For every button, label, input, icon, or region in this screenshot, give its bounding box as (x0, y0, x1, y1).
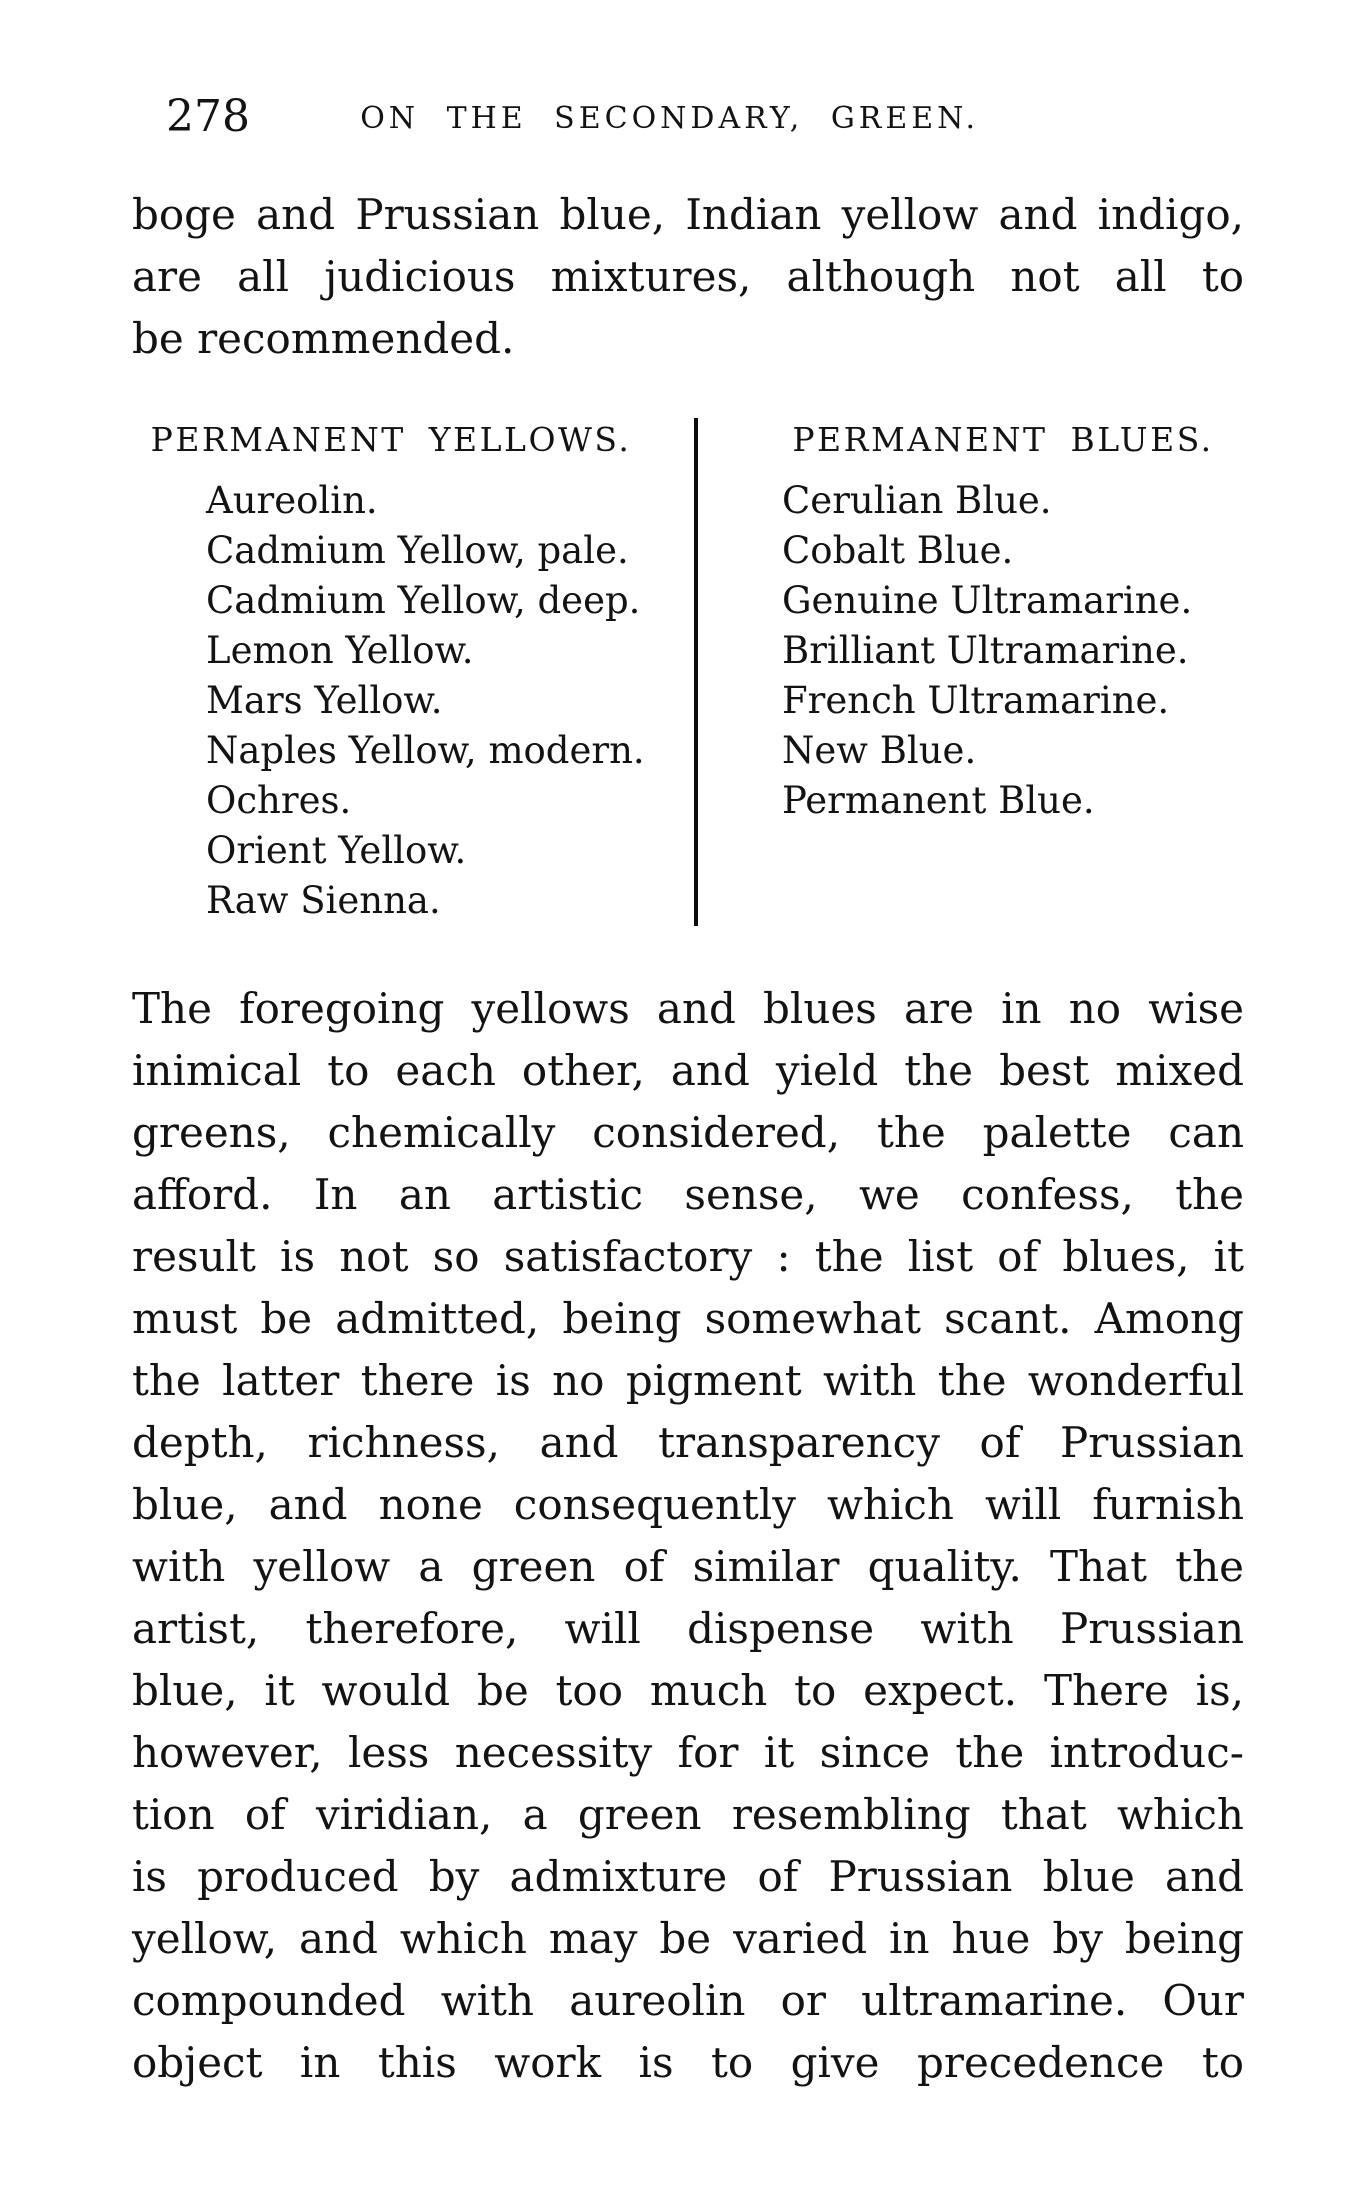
list-item: Cerulian Blue. (782, 479, 1052, 522)
yellows-heading: PERMANENT YELLOWS. (150, 420, 632, 459)
text-line: however, less necessity for it since the introduc- (132, 1728, 1244, 1777)
list-item: Raw Sienna. (206, 879, 441, 922)
blues-heading: PERMANENT BLUES. (792, 420, 1214, 459)
text-line: inimical to each other, and yield the best mixed (132, 1046, 1244, 1095)
text-line: object in this work is to give precedence to (132, 2038, 1244, 2087)
text-line: blue, and none consequently which will furnish (132, 1480, 1244, 1529)
blues-list (762, 476, 1244, 826)
text-line: tion of viridian, a green resembling that which (132, 1790, 1244, 1839)
running-header (0, 92, 1364, 142)
list-item: Brilliant Ultramarine. (782, 629, 1189, 672)
list-item: New Blue. (782, 729, 977, 772)
text-line: The foregoing yellows and blues are in no wise (132, 984, 1244, 1033)
text-line: the latter there is no pigment with the wonderful (132, 1356, 1244, 1405)
page-number: 278 (166, 91, 250, 142)
list-item: Mars Yellow. (206, 679, 443, 722)
text-line: must be admitted, being somewhat scant. Among (132, 1294, 1244, 1343)
text-line: compounded with aureolin or ultramarine. Our (132, 1976, 1244, 2025)
text-line: boge and Prussian blue, Indian yellow and indigo, (132, 190, 1244, 239)
list-item: Cobalt Blue. (782, 529, 1014, 572)
list-item: Genuine Ultramarine. (782, 579, 1193, 622)
list-item: Cadmium Yellow, pale. (206, 529, 629, 572)
yellows-list (132, 476, 670, 926)
text-line: yellow, and which may be varied in hue by being (132, 1914, 1244, 1963)
text-line: result is not so satisfactory : the list of blues, it (132, 1232, 1244, 1281)
text-line: depth, richness, and transparency of Prussian (132, 1418, 1244, 1467)
list-item: Orient Yellow. (206, 829, 467, 872)
main-paragraph (132, 978, 1244, 2094)
text-line: be recommended. (132, 314, 515, 363)
text-line: is produced by admixture of Prussian blue and (132, 1852, 1244, 1901)
pigment-table (132, 418, 1244, 926)
running-title: ON THE SECONDARY, GREEN. (360, 101, 980, 136)
list-item: Naples Yellow, modern. (206, 729, 645, 772)
blues-column (698, 418, 1244, 926)
text-line: with yellow a green of similar quality. That the (132, 1542, 1244, 1591)
list-item: Ochres. (206, 779, 352, 822)
list-item: Lemon Yellow. (206, 629, 474, 672)
text-line: greens, chemically considered, the palette can (132, 1108, 1244, 1157)
text-line: artist, therefore, will dispense with Prussian (132, 1604, 1244, 1653)
intro-paragraph (132, 184, 1244, 370)
list-item: Aureolin. (206, 479, 378, 522)
text-line: afford. In an artistic sense, we confess, the (132, 1170, 1244, 1219)
list-item: Cadmium Yellow, deep. (206, 579, 641, 622)
text-line: are all judicious mixtures, although not all to (132, 252, 1244, 301)
list-item: French Ultramarine. (782, 679, 1170, 722)
text-line: blue, it would be too much to expect. There is, (132, 1666, 1244, 1715)
list-item: Permanent Blue. (782, 779, 1095, 822)
yellows-column (132, 418, 698, 926)
